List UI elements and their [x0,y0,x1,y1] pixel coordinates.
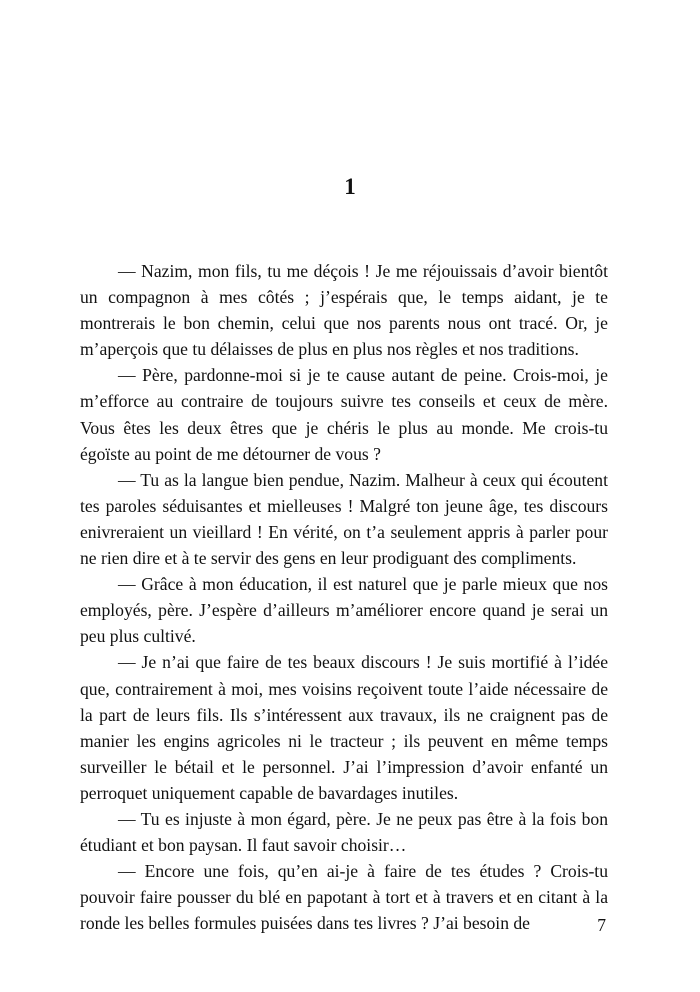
paragraph: — Encore une fois, qu’en ai-je à faire de tes études ? Crois-tu pouvoir faire pousser du blé en papotant à tort et à travers et en citant à la ronde les belles formules puisées dans tes livres ? J’ai besoin de [80,861,608,934]
chapter-number: 1 [344,174,356,199]
page-number: 7 [597,915,606,935]
paragraph: — Père, pardonne-moi si je te cause autant de peine. Crois-moi, je m’efforce au contraire de toujours suivre tes conseils et ceux de mère. Vous êtes les deux êtres que je chéris le plus au monde. Me crois-tu égoïste au point de me détourner de vous ? [80,365,608,464]
paragraph: — Je n’ai que faire de tes beaux discours ! Je suis mortifié à l’idée que, contrairement à moi, mes voisins reçoivent toute l’aide nécessaire de la part de leurs fils. Ils s’intéressent aux travaux, ils ne craignent pas de manier les engins agricoles ni le tracteur ; ils peuvent en même temps surveiller le bétail et le personnel. J’ai l’impression d’avoir enfanté un perroquet uniquement capable de bavardages inutiles. [80,652,608,803]
paragraph: — Nazim, mon fils, tu me déçois ! Je me réjouissais d’avoir bientôt un compagnon à mes côtés ; j’espérais que, le temps aidant, je te montrerais le bon chemin, celui que nos parents nous ont tracé. Or, je m’aperçois que tu délaisses de plus en plus nos règles et nos traditions. [80,261,608,360]
paragraph: — Grâce à mon éducation, il est naturel que je parle mieux que nos employés, père. J’espère d’ailleurs m’améliorer encore quand je serai un peu plus cultivé. [80,574,608,647]
paragraph: — Tu es injuste à mon égard, père. Je ne peux pas être à la fois bon étudiant et bon paysan. Il faut savoir choisir… [80,808,608,856]
chapter-text [80,258,608,936]
paragraph: — Tu as la langue bien pendue, Nazim. Malheur à ceux qui écoutent tes paroles séduisantes et mielleuses ! Malgré ton jeune âge, tes discours enivreraient un vieillard ! En vérité, on t’a seulement appris à parler pour ne rien dire et à te servir des gens en leur prodiguant des compliments. [80,469,608,569]
